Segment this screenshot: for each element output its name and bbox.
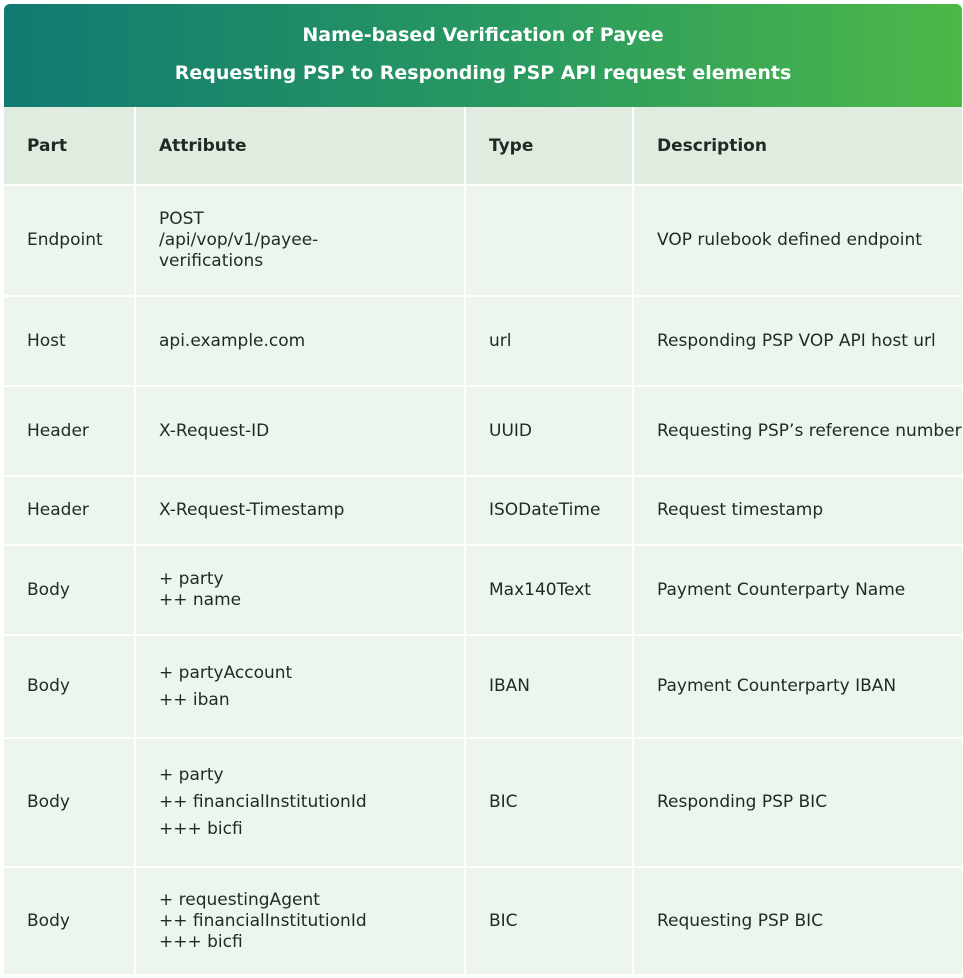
attribute-cell — [135, 476, 465, 545]
type-cell: BIC — [465, 867, 633, 975]
type-cell: Max140Text — [465, 545, 633, 635]
column-header-description: Description — [633, 107, 962, 185]
attribute-line: +++ bicfi — [159, 819, 243, 839]
attribute-line: ++ financialInstitutionId — [159, 792, 367, 812]
part-cell: Header — [4, 386, 135, 476]
table-subtitle: Requesting PSP to Responding PSP API request elements — [174, 62, 792, 84]
attribute-cell — [135, 545, 465, 635]
attribute-cell — [135, 185, 465, 296]
attribute-line: + party — [159, 765, 224, 785]
type-cell: UUID — [465, 386, 633, 476]
description-cell: Responding PSP BIC — [633, 738, 962, 867]
request-elements-table — [4, 107, 962, 976]
type-cell: BIC — [465, 738, 633, 867]
description-cell: Payment Counterparty Name — [633, 545, 962, 635]
part-cell: Body — [4, 738, 135, 867]
description-cell: Responding PSP VOP API host url — [633, 296, 962, 386]
description-cell: Request timestamp — [633, 476, 962, 545]
type-cell: ISODateTime — [465, 476, 633, 545]
attribute-cell — [135, 867, 465, 975]
part-cell: Body — [4, 867, 135, 975]
table-title: Name-based Verification of Payee — [302, 24, 664, 46]
table-row — [4, 476, 962, 545]
table-row — [4, 635, 962, 738]
table-row — [4, 386, 962, 476]
part-cell: Header — [4, 476, 135, 545]
attribute-line: ++ name — [159, 590, 242, 610]
table-row — [4, 185, 962, 296]
type-cell: IBAN — [465, 635, 633, 738]
attribute-line: ++ financialInstitutionId — [159, 910, 367, 931]
column-header-type: Type — [465, 107, 633, 185]
part-cell: Host — [4, 296, 135, 386]
table-row — [4, 867, 962, 975]
attribute-line: +++ bicfi — [159, 931, 243, 952]
table-row — [4, 545, 962, 635]
attribute-cell — [135, 386, 465, 476]
table-row — [4, 738, 962, 867]
attribute-line: ++ iban — [159, 689, 230, 710]
attribute-line: X-Request-Timestamp — [159, 500, 345, 520]
attribute-cell — [135, 635, 465, 738]
type-cell — [465, 185, 633, 296]
attribute-line: + partyAccount — [159, 662, 293, 683]
attribute-line: /api/vop/v1/payee- — [159, 230, 319, 250]
attribute-line: + party — [159, 569, 224, 589]
attribute-cell — [135, 296, 465, 386]
description-cell: VOP rulebook defined endpoint — [633, 185, 962, 296]
part-cell: Endpoint — [4, 185, 135, 296]
header-row — [4, 107, 962, 185]
description-cell: Payment Counterparty IBAN — [633, 635, 962, 738]
part-cell: Body — [4, 635, 135, 738]
attribute-line: POST — [159, 209, 204, 229]
attribute-line: + requestingAgent — [159, 889, 320, 910]
attribute-line: api.example.com — [159, 330, 306, 351]
column-header-attribute: Attribute — [135, 107, 465, 185]
attribute-line: verifications — [159, 251, 264, 271]
table-row — [4, 296, 962, 386]
attribute-cell — [135, 738, 465, 867]
title-banner — [4, 4, 962, 107]
attribute-line: X-Request-ID — [159, 420, 270, 441]
verification-card — [4, 4, 962, 976]
type-cell: url — [465, 296, 633, 386]
column-header-part: Part — [4, 107, 135, 185]
description-cell: Requesting PSP’s reference number — [633, 386, 962, 476]
part-cell: Body — [4, 545, 135, 635]
description-cell: Requesting PSP BIC — [633, 867, 962, 975]
